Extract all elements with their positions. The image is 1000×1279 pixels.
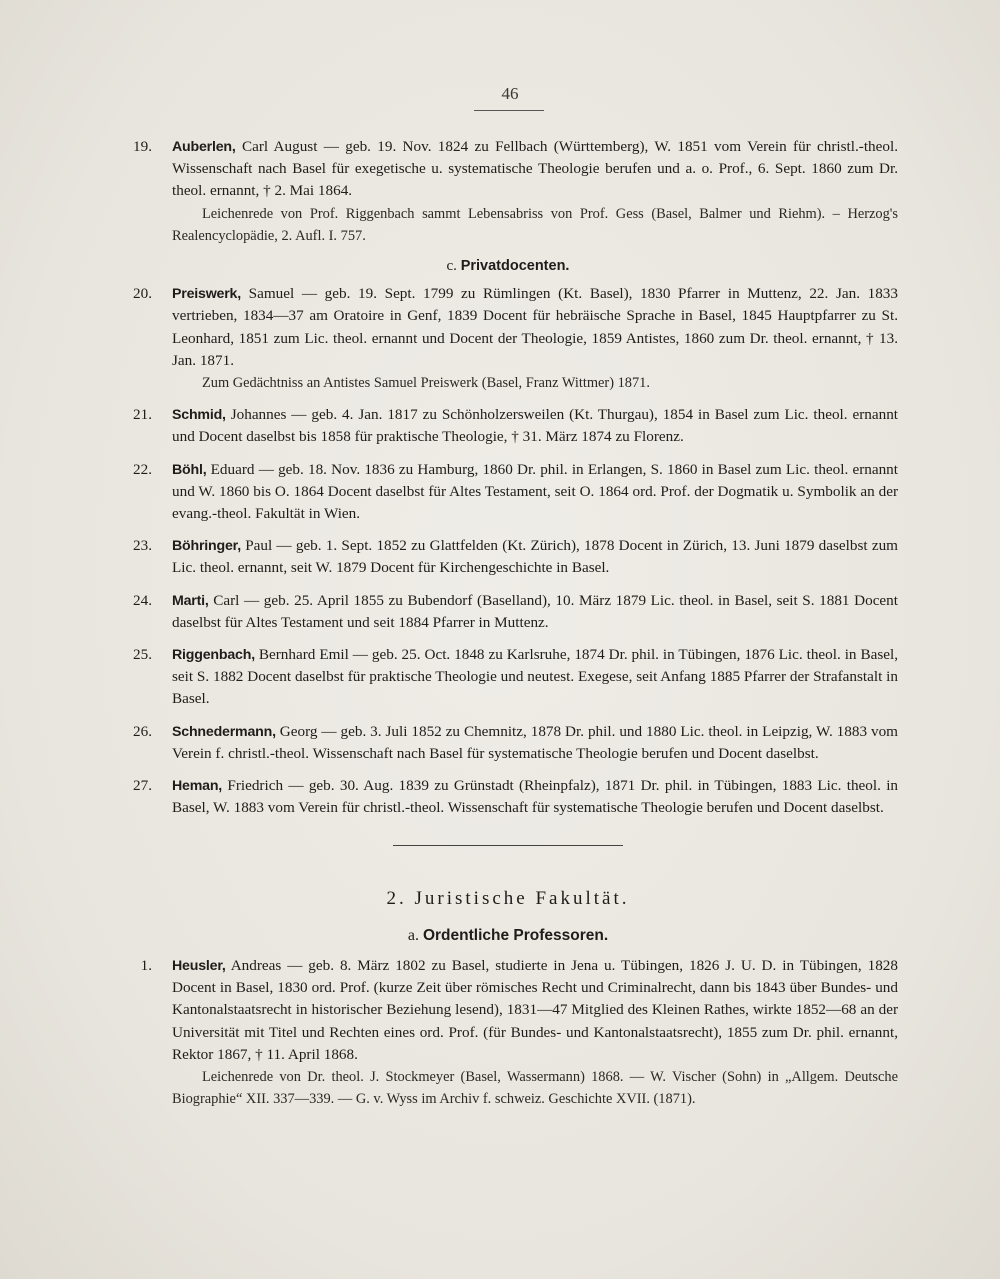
section-divider xyxy=(393,845,623,846)
entry-name: Preiswerk, xyxy=(172,286,241,303)
page-number-rule xyxy=(474,110,544,111)
entry-number: 23. xyxy=(133,537,152,555)
entry-name: Riggenbach, xyxy=(172,647,255,664)
entry-text: Friedrich — geb. 30. Aug. 1839 zu Grünstadt (Rheinpfalz), 1871 Dr. phil. in Tübingen, 1883 Lic. theol. in Basel, W. 1883 vom Verein für christl.-theol. Wissenschaft für systematische Theologie berufen und Docent daselbst. xyxy=(172,777,899,817)
entry-27 xyxy=(118,775,898,819)
entry-text: Bernhard Emil — geb. 25. Oct. 1848 zu Karlsruhe, 1874 Dr. phil. in Tübingen, 1876 Lic. theol. in Basel, seit S. 1882 Docent daselbst für praktische Theologie und neutest. Exegese, seit Anfang 1885 Pfarrer der Strafanstalt in Basel. xyxy=(172,646,898,708)
page-number: 46 xyxy=(501,84,519,103)
entry-25 xyxy=(118,644,898,711)
section-prefix: a. xyxy=(407,926,419,944)
entry-22 xyxy=(118,459,898,526)
entry-21 xyxy=(118,404,898,448)
section-title: Privatdocenten. xyxy=(460,258,570,275)
entry-number: 20. xyxy=(133,285,152,303)
entry-number: 21. xyxy=(133,406,152,424)
entry-text: Carl August — geb. 19. Nov. 1824 zu Fellbach (Württemberg), W. 1851 vom Verein für christl.-theol. Wissenschaft nach Basel für exegetische u. systematische Theologie berufen und a. o. Prof., 6. Sept. 1860 zum Dr. theol. ernannt, † 2. Mai 1864. xyxy=(172,138,898,200)
entry-text: Andreas — geb. 8. März 1802 zu Basel, studierte in Jena u. Tübingen, 1826 J. U. D. in Tübingen, 1828 Docent in Basel, 1830 ord. Prof. (kurze Zeit über römisches Recht und Criminalrecht, dann bis 1843 über Bundes- und Kantonalstaatsrecht in historischer Beziehung lesend), 1831—47 Mitglied des Kleinen Rathes, wirkte 1852—68 an der Universität mit Titel und Rechten eines ord. Prof. (für Bundes- und Kantonalstaatsrecht), 1855 zum Dr. phil. ernannt, Rektor 1867, † 11. April 1868. xyxy=(172,956,898,1063)
entry-number: 25. xyxy=(133,646,152,664)
entry-19 xyxy=(118,136,898,247)
entry-note: Zum Gedächtniss an Antistes Samuel Preiswerk (Basel, Franz Wittmer) 1871. xyxy=(202,375,650,392)
entry-number: 27. xyxy=(133,777,152,795)
entry-note: Leichenrede von Prof. Riggenbach sammt Lebensabriss von Prof. Gess (Basel, Balmer und Riehm). – Herzog's Realencyclopädie, 2. Aufl. I. 757. xyxy=(172,205,898,244)
entry-text: Eduard — geb. 18. Nov. 1836 zu Hamburg, 1860 Dr. phil. in Erlangen, S. 1860 in Basel zum Lic. theol. ernannt und W. 1860 bis O. 1864 Docent daselbst für Altes Testament, seit O. 1864 ord. Prof. der Dogmatik u. Symbolik an der evang.-theol. Fakultät in Wien. xyxy=(172,460,898,523)
entry-text: Paul — geb. 1. Sept. 1852 zu Glattfelden (Kt. Zürich), 1878 Docent in Zürich, 13. Juni 1879 daselbst zum Lic. theol. ernannt, seit W. 1879 Docent für Kirchengeschichte in Basel. xyxy=(172,537,898,577)
entry-20 xyxy=(118,283,898,394)
entry-name: Schnedermann, xyxy=(172,723,276,740)
entry-number: 24. xyxy=(133,591,152,609)
entry-number: 19. xyxy=(133,138,152,155)
entry-name: Heman, xyxy=(172,778,223,795)
entry-name: Schmid, xyxy=(172,407,226,424)
section-heading-privatdocenten xyxy=(118,255,898,277)
section-prefix: c. xyxy=(446,258,457,275)
entry-text: Johannes — geb. 4. Jan. 1817 zu Schönholzersweilen (Kt. Thurgau), 1854 in Basel zum Lic. theol. ernannt und Docent daselbst bis 1858 für praktische Theologie, † 31. März 1874 zu Florenz. xyxy=(172,406,899,446)
section-title: Ordentliche Professoren. xyxy=(422,926,609,944)
entry-26 xyxy=(118,721,898,765)
entry-name: Böhringer, xyxy=(172,538,241,555)
entry-text: Georg — geb. 3. Juli 1852 zu Chemnitz, 1878 Dr. phil. und 1880 Lic. theol. in Leipzig, W. 1883 vom Verein f. christl.-theol. Wissenschaft nach Basel für systematische Theologie berufen und Docent daselbst. xyxy=(172,722,898,762)
entry-23 xyxy=(118,535,898,579)
entry-number: 22. xyxy=(133,460,152,478)
faculty-title: 2. Juristische Fakultät. xyxy=(386,888,630,910)
section-heading-ordentliche-professoren xyxy=(118,925,898,947)
entry-number: 26. xyxy=(133,722,152,740)
entry-name: Böhl, xyxy=(172,461,207,478)
entry-text: Samuel — geb. 19. Sept. 1799 zu Rümlingen (Kt. Basel), 1830 Pfarrer in Muttenz, 22. Jan. 1833 vertrieben, 1834—37 am Oratoire in Genf, 1839 Docent für hebräische Sprache in Basel, 1845 Hauptpfarrer zu St. Leonhard, 1851 zum Lic. theol. ernannt und Docent der Theologie, 1859 Antistes, 1860 zum Dr. theol. ernannt, † 13. Jan. 1871. xyxy=(172,285,898,369)
entry-name: Marti, xyxy=(172,592,209,609)
entry-jur-1 xyxy=(118,955,898,1110)
entry-note: Leichenrede von Dr. theol. J. Stockmeyer (Basel, Wassermann) 1868. — W. Vischer (Sohn) in „Allgem. Deutsche Biographie“ XII. 337—339. — G. v. Wyss im Archiv f. schweiz. Geschichte XVII. (1871). xyxy=(172,1068,898,1108)
entry-number: 1. xyxy=(140,956,152,974)
entry-name: Auberlen, xyxy=(172,139,236,155)
entry-name: Heusler, xyxy=(172,957,226,974)
entry-24 xyxy=(118,590,898,634)
entry-text: Carl — geb. 25. April 1855 zu Bubendorf (Baselland), 10. März 1879 Lic. theol. in Basel, seit S. 1881 Docent daselbst für Altes Testament und seit 1884 Pfarrer in Muttenz. xyxy=(172,591,898,631)
page-content xyxy=(118,136,898,1110)
